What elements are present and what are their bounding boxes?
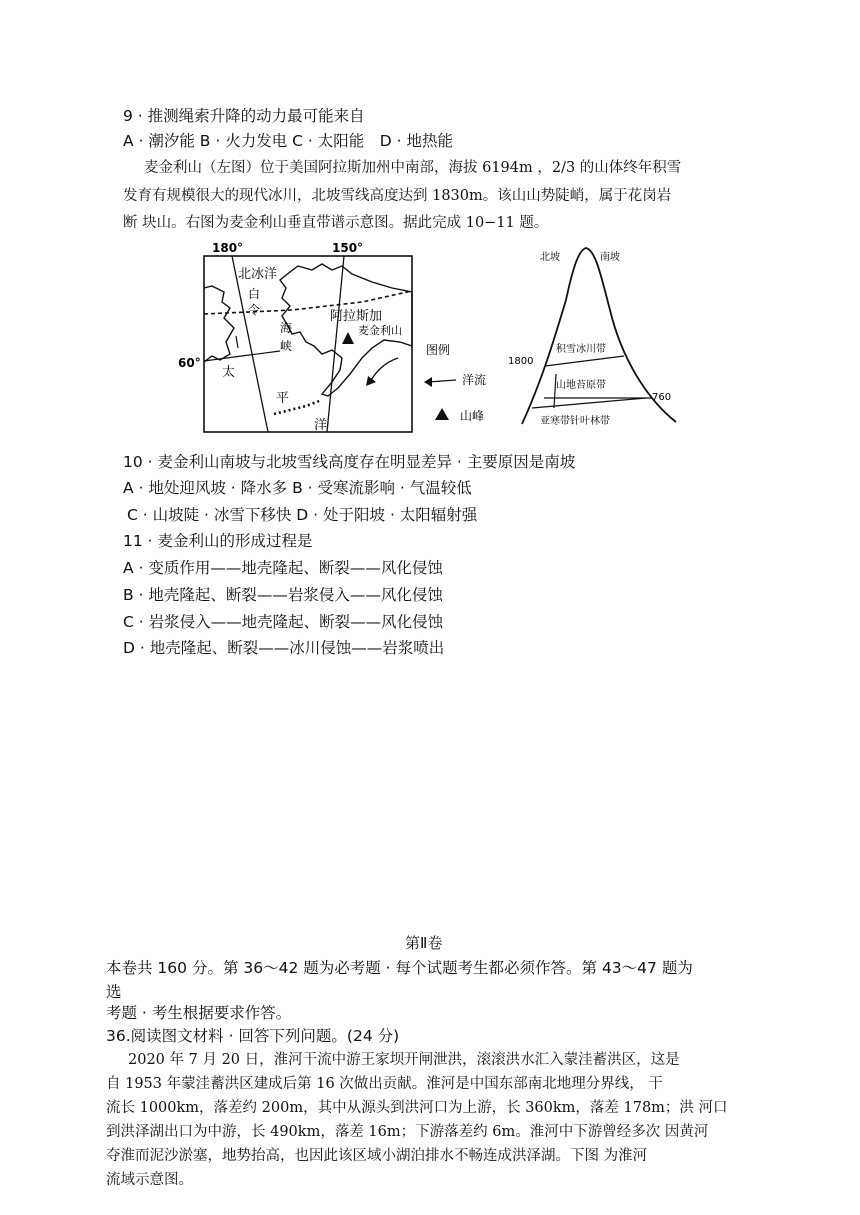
q36-para-4: 到洪泽湖出口为中游，长 490km，落差 16m；下游落差约 6m。淮河中下游曾经多次 因黄河 bbox=[106, 1124, 709, 1140]
bering-label-3: 海 bbox=[280, 321, 293, 335]
lat-60-label: 60° bbox=[178, 356, 201, 370]
q36-para-6: 流域示意图。 bbox=[106, 1172, 193, 1188]
q11-option-b: B · 地壳隆起、断裂——岩浆侵入——风化侵蚀 bbox=[123, 586, 443, 604]
q11-option-a: A · 变质作用——地壳隆起、断裂——风化侵蚀 bbox=[123, 559, 443, 577]
q11-stem: 11 · 麦金利山的形成过程是 bbox=[123, 532, 313, 550]
alaska-map-figure bbox=[172, 236, 492, 436]
mckinley-peak-marker bbox=[342, 332, 354, 344]
vertical-zone-profile bbox=[508, 240, 693, 436]
part2-instruction-1: 本卷共 160 分。第 36～42 题为必考题 · 每个试题考生都必须作答。第 43～47 题为 bbox=[106, 959, 693, 977]
q36-para-3: 流长 1000km，落差约 200m，其中从源头到洪河口为上游，长 360km，落差 178m；洪 河口 bbox=[106, 1100, 728, 1116]
bering-current-arrow bbox=[236, 336, 238, 348]
q9-options: A · 潮汐能 B · 火力发电 C · 太阳能 D · 地热能 bbox=[123, 132, 453, 150]
bering-label-4: 峡 bbox=[280, 339, 293, 353]
bering-label-1: 白 bbox=[248, 287, 261, 301]
russia-coast bbox=[204, 286, 234, 362]
q10-stem: 10 · 麦金利山南坡与北坡雪线高度存在明显差异 · 主要原因是南坡 bbox=[123, 453, 576, 471]
intro-line-3: 断 块山。右图为麦金利山垂直带谱示意图。据此完成 10−11 题。 bbox=[123, 215, 549, 231]
parallel-60 bbox=[204, 351, 280, 361]
map-frame bbox=[204, 256, 412, 432]
arctic-ocean-label: 北冰洋 bbox=[238, 267, 278, 282]
legend-current-arrowhead bbox=[424, 377, 432, 387]
pacific-label-3: 洋 bbox=[314, 418, 328, 433]
lon-150-label: 150° bbox=[332, 241, 364, 255]
q9-stem: 9 · 推测绳索升降的动力最可能来自 bbox=[123, 107, 365, 125]
part2-title: 第Ⅱ卷 bbox=[405, 934, 443, 952]
bering-label-2: 令 bbox=[248, 303, 261, 317]
q36-stem: 36.阅读图文材料 · 回答下列问题。(24 分) bbox=[106, 1027, 400, 1045]
north-slope-label: 北坡 bbox=[540, 252, 560, 263]
mckinley-label: 麦金利山 bbox=[358, 324, 402, 337]
legend-peak-icon bbox=[435, 408, 449, 420]
legend-peak-label: 山峰 bbox=[460, 409, 485, 423]
q36-para-2: 自 1953 年蒙洼蓄洪区建成后第 16 次做出贡献。淮河是中国东部南北地理分界线， 干 bbox=[106, 1076, 663, 1092]
height-1800-label: 1800 bbox=[508, 356, 534, 367]
gulf-current-arrowhead bbox=[366, 376, 376, 386]
lon-180-label: 180° bbox=[212, 241, 244, 255]
snow-glacier-zone-label: 积雪冰川带 bbox=[556, 344, 606, 355]
q11-option-d: D · 地壳隆起、断裂——冰川侵蚀——岩浆喷出 bbox=[123, 639, 445, 657]
gulf-current-arrow bbox=[370, 358, 398, 382]
q10-options-cd: C · 山坡陡 · 冰雪下移快 D · 处于阳坡 · 太阳辐射强 bbox=[127, 506, 478, 524]
pacific-label-1: 太 bbox=[222, 365, 236, 380]
part2-instruction-3: 考题 · 考生根据要求作答。 bbox=[106, 1004, 292, 1022]
taiga-zone-label: 亚寒带针叶林带 bbox=[540, 416, 610, 427]
alaska-label: 阿拉斯加 bbox=[330, 309, 383, 324]
legend-title: 图例 bbox=[426, 343, 451, 357]
part2-instruction-2: 选 bbox=[106, 983, 122, 1001]
south-slope-label: 南坡 bbox=[600, 252, 620, 263]
forest-upper-line bbox=[532, 398, 646, 408]
legend-current-arrow bbox=[428, 380, 456, 382]
q36-para-5: 夺淮而泥沙淤塞，地势抬高，也因此该区域小湖泊排水不畅连成洪泽湖。下图 为淮河 bbox=[106, 1148, 648, 1164]
intro-line-1: 麦金利山（左图）位于美国阿拉斯加州中南部，海拔 6194m ，2/3 的山体终年积雪 bbox=[144, 160, 682, 176]
q11-option-c: C · 岩浆侵入——地壳隆起、断裂——风化侵蚀 bbox=[123, 613, 444, 631]
height-760-label: 760 bbox=[652, 392, 672, 403]
meridian-150 bbox=[327, 256, 344, 432]
alpine-tundra-zone-label: 山地苔原带 bbox=[556, 380, 606, 391]
intro-line-2: 发育有规模很大的现代冰川，北坡雪线高度达到 1830m。该山山势陡峭，属于花岗岩 bbox=[123, 188, 672, 204]
snow-line bbox=[545, 356, 624, 366]
pacific-label-2: 平 bbox=[276, 391, 290, 406]
q36-para-1: 2020 年 7 月 20 日，淮河干流中游王家坝开闸泄洪，滚滚洪水汇入蒙洼蓄洪区，这是 bbox=[128, 1052, 680, 1068]
legend-current-label: 洋流 bbox=[462, 373, 487, 387]
q10-options-ab: A · 地处迎风坡 · 降水多 B · 受寒流影响 · 气温较低 bbox=[123, 479, 472, 497]
